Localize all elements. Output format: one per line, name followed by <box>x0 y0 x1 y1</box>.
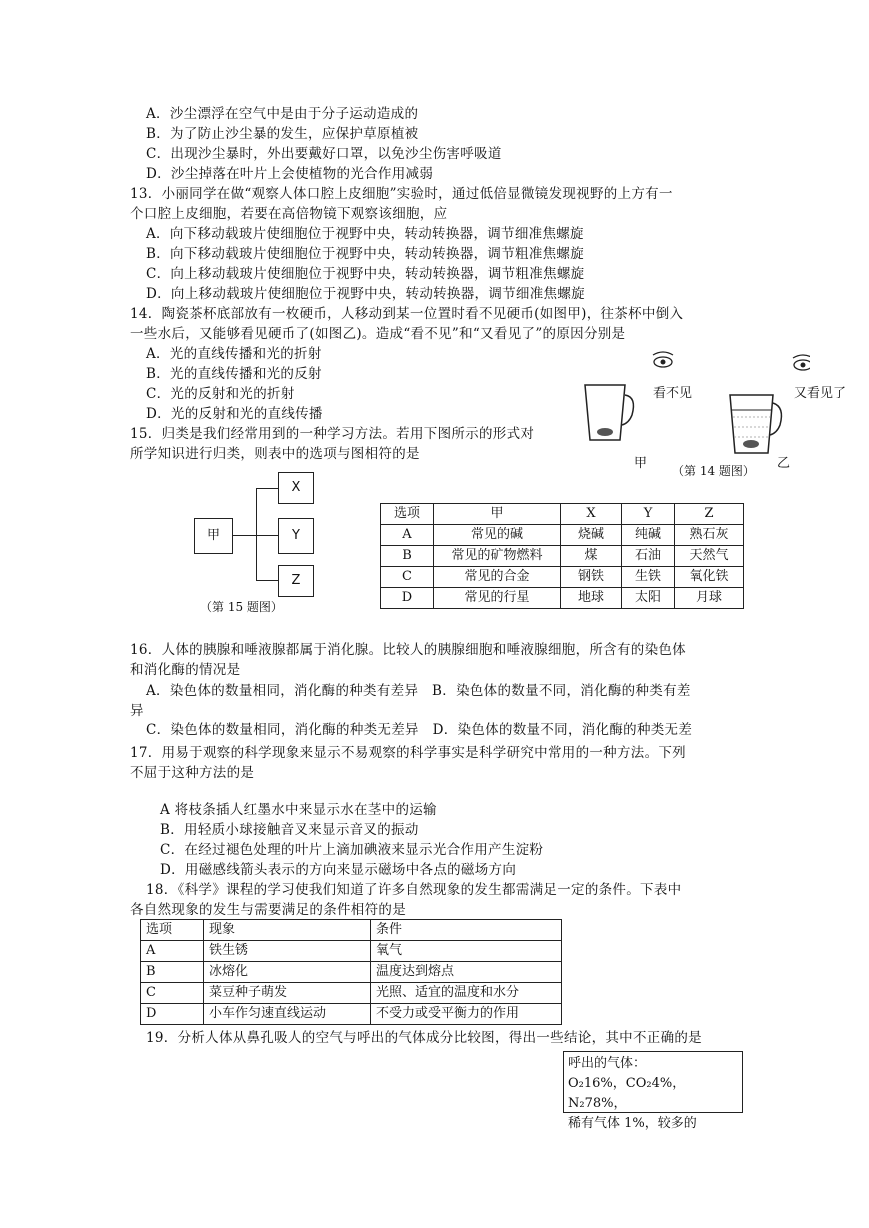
q15-stem-line1: 15．归类是我们经常用到的一种学习方法。若用下图所示的形式对 <box>130 426 535 442</box>
q14-stem-line2: 一些水后，又能够看见硬币了(如图乙)。造成“看不见”和“又看见了”的原因分别是 <box>130 326 626 342</box>
q15-node-z: Z <box>278 565 314 597</box>
table-cell: 月球 <box>675 588 744 609</box>
table-cell: 不受力或受平衡力的作用 <box>371 1004 562 1025</box>
q13-option-c: C．向上移动载玻片使细胞位于视野中央，转动转换器，调节粗准焦螺旋 <box>146 266 585 282</box>
table-header-cell: 选项 <box>141 920 204 941</box>
q16-options-ab-cont: 异 <box>130 703 144 719</box>
q16-stem-line1: 16．人体的胰腺和唾液腺都属于消化腺。比较人的胰腺细胞和唾液腺细胞，所含有的染色体 <box>130 642 686 658</box>
table-cell: 烧碱 <box>561 525 622 546</box>
q12-option-a: A．沙尘漂浮在空气中是由于分子运动造成的 <box>146 106 419 122</box>
q15-table <box>380 503 744 609</box>
table-row <box>141 983 562 1004</box>
q12-option-b: B．为了防止沙尘暴的发生，应保护草原植被 <box>146 126 419 142</box>
table-cell: A <box>141 941 204 962</box>
q18-stem-line2: 各自然现象的发生与需要满足的条件相符的是 <box>130 902 406 918</box>
table-cell: 温度达到熔点 <box>371 962 562 983</box>
table-cell: 石油 <box>622 546 675 567</box>
table-header-row <box>381 504 744 525</box>
table-cell: 常见的行星 <box>434 588 561 609</box>
table-header-cell: 条件 <box>371 920 562 941</box>
table-header-cell: 选项 <box>381 504 434 525</box>
q16-options-cd: C．染色体的数量相同，消化酶的种类无差异 D．染色体的数量不同，消化酶的种类无差 <box>146 722 693 738</box>
q17-option-c: C．在经过褪色处理的叶片上滴加碘液来显示光合作用产生淀粉 <box>160 842 544 858</box>
q13-option-a: A．向下移动载玻片使细胞位于视野中央，转动转换器，调节细准焦螺旋 <box>146 226 584 242</box>
q17-stem-line1: 17．用易于观察的科学现象来显示不易观察的科学事实是科学研究中常用的一种方法。下列 <box>130 745 686 761</box>
q12-option-c: C．出现沙尘暴时，外出要戴好口罩，以免沙尘伤害呼吸道 <box>146 146 502 162</box>
table-cell: B <box>381 546 434 567</box>
table-cell: 菜豆种子萌发 <box>204 983 371 1004</box>
q15-connector <box>256 488 278 489</box>
table-row <box>141 1004 562 1025</box>
table-cell: 常见的碱 <box>434 525 561 546</box>
q17-stem-line2: 不屈于这种方法的是 <box>130 765 255 781</box>
table-row <box>381 588 744 609</box>
q13-stem-line1: 13．小丽同学在做“观察人体口腔上皮细胞”实验时，通过低倍显微镜发现视野的上方有一 <box>130 186 673 202</box>
table-cell: 熟石灰 <box>675 525 744 546</box>
table-cell: C <box>381 567 434 588</box>
q14-figure-caption: （第 14 题图） <box>672 464 755 478</box>
table-cell: 常见的矿物燃料 <box>434 546 561 567</box>
table-cell: 氧化铁 <box>675 567 744 588</box>
table-cell: D <box>381 588 434 609</box>
q15-node-root: 甲 <box>194 518 233 554</box>
eye-icon <box>793 355 810 370</box>
table-cell: B <box>141 962 204 983</box>
eye-icon <box>653 352 673 367</box>
q13-option-b: B．向下移动载玻片使细胞位于视野中央，转动转换器，调节粗准焦螺旋 <box>146 246 585 262</box>
table-cell: 纯碱 <box>622 525 675 546</box>
table-header-cell: Z <box>675 504 744 525</box>
q14-option-c: C．光的反射和光的折射 <box>146 386 295 402</box>
q15-figure-caption: （第 15 题图） <box>200 600 283 614</box>
table-header-cell: Y <box>622 504 675 525</box>
table-cell: C <box>141 983 204 1004</box>
q15-connector <box>232 535 256 536</box>
q14-label-a: 甲 <box>634 456 648 471</box>
q14-label-seen: 又看见了 <box>794 386 847 401</box>
table-cell: D <box>141 1004 204 1025</box>
q19-stem: 19．分析人体从鼻孔吸人的空气与呼出的气体成分比较图，得出一些结论，其中不正确的是 <box>146 1030 702 1046</box>
q14-figure <box>575 345 810 480</box>
q15-connector <box>256 535 278 536</box>
q17-option-b: B．用轻质小球接触音叉来显示音叉的振动 <box>160 822 419 838</box>
q15-stem-line2: 所学知识进行归类，则表中的选项与图相符的是 <box>130 446 420 462</box>
q19-box-title: 呼出的气体： <box>568 1056 647 1071</box>
q15-node-x: X <box>278 472 314 504</box>
table-cell: 冰熔化 <box>204 962 371 983</box>
table-header-cell: X <box>561 504 622 525</box>
q19-exhaled-gas-box <box>563 1051 743 1131</box>
cup-water-icon <box>730 395 781 453</box>
q14-option-d: D．光的反射和光的直线传播 <box>146 406 323 422</box>
q15-connector <box>256 488 257 580</box>
table-cell: A <box>381 525 434 546</box>
table-header-cell: 甲 <box>434 504 561 525</box>
q14-label-unseen: 看不见 <box>653 386 693 401</box>
q13-option-d: D．向上移动载玻片使细胞位于视野中央，转动转换器，调节细准焦螺旋 <box>146 286 585 302</box>
cup-empty-icon <box>585 385 633 440</box>
q15-connector <box>256 580 278 581</box>
q19-box-line2: O₂16%，CO₂4%，N₂78%， <box>568 1076 686 1111</box>
q17-option-a: A 将枝条插人红墨水中来显示水在茎中的运输 <box>160 802 437 818</box>
table-cell: 氧气 <box>371 941 562 962</box>
table-cell: 地球 <box>561 588 622 609</box>
table-cell: 太阳 <box>622 588 675 609</box>
q18-table <box>140 919 562 1025</box>
table-row <box>381 525 744 546</box>
q19-box-line3: 稀有气体 1%，较多的 <box>568 1116 697 1131</box>
table-row <box>381 546 744 567</box>
q15-node-y: Y <box>278 518 314 554</box>
q14-stem-line1: 14．陶瓷茶杯底部放有一枚硬币，人移动到某一位置时看不见硬币(如图甲)，往茶杯中倒入 <box>130 306 684 322</box>
q17-option-d: D．用磁感线箭头表示的方向来显示磁场中各点的磁场方向 <box>160 862 517 878</box>
q14-option-b: B．光的直线传播和光的反射 <box>146 366 322 382</box>
table-header-row <box>141 920 562 941</box>
table-cell: 天然气 <box>675 546 744 567</box>
table-cell: 光照、适宜的温度和水分 <box>371 983 562 1004</box>
q13-stem-line2: 个口腔上皮细胞，若要在高倍物镜下观察该细胞，应 <box>130 206 448 222</box>
table-row <box>141 962 562 983</box>
table-cell: 生铁 <box>622 567 675 588</box>
q14-option-a: A．光的直线传播和光的折射 <box>146 346 322 362</box>
q16-stem-line2: 和消化酶的情况是 <box>130 662 241 678</box>
table-cell: 小车作匀速直线运动 <box>204 1004 371 1025</box>
q12-option-d: D．沙尘掉落在叶片上会使植物的光合作用减弱 <box>146 166 434 182</box>
table-cell: 钢铁 <box>561 567 622 588</box>
table-row <box>141 941 562 962</box>
q16-options-ab: A．染色体的数量相同，消化酶的种类有差异 B．染色体的数量不同，消化酶的种类有差 <box>146 683 691 699</box>
table-cell: 常见的合金 <box>434 567 561 588</box>
table-cell: 铁生锈 <box>204 941 371 962</box>
q18-stem-line1: 18．《科学》课程的学习使我们知道了许多自然现象的发生都需满足一定的条件。下表中 <box>146 882 682 898</box>
table-cell: 煤 <box>561 546 622 567</box>
table-row <box>381 567 744 588</box>
q14-label-b: 乙 <box>777 456 791 471</box>
table-header-cell: 现象 <box>204 920 371 941</box>
